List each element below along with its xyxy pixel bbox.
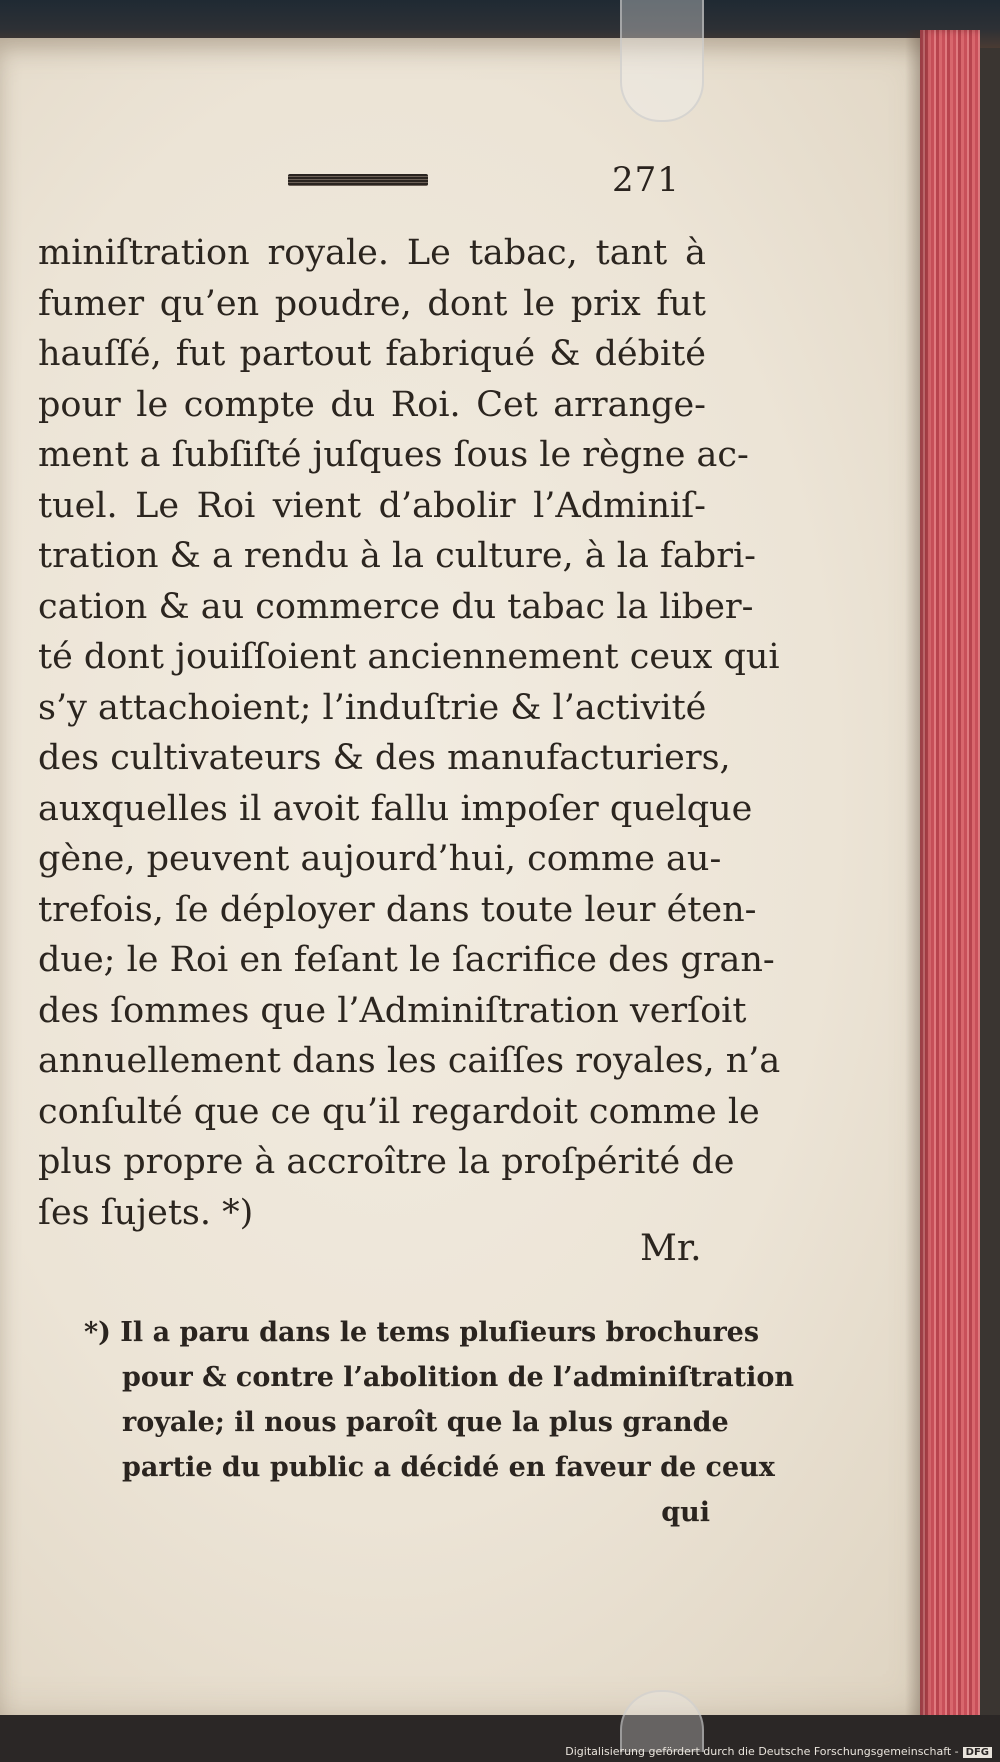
text-line: conſulté que ce qu’il regardoit comme le xyxy=(38,1091,760,1132)
footnote-line: partie du public a décidé en faveur de ceux xyxy=(122,1452,775,1483)
text-line: gène, peuvent aujourd’hui, comme au- xyxy=(38,839,722,879)
text-line: miniſtration royale. Le tabac, tant à xyxy=(38,233,706,273)
text-line: des ſommes que l’Adminiſtration verſoit xyxy=(38,990,747,1031)
text-line: des cultivateurs & des manufacturiers, xyxy=(38,738,731,778)
text-line: hauſſé, fut partout fabriqué & débité xyxy=(38,334,706,374)
text-line: pour le compte du Roi. Cet arrange- xyxy=(38,384,706,425)
text-line: plus propre à accroître la proſpérité de xyxy=(38,1142,735,1182)
header-ornament-rule xyxy=(288,174,428,186)
footnote xyxy=(84,1310,794,1535)
page-clip-top xyxy=(620,0,704,122)
text-line: ſes ſujets. *) xyxy=(38,1192,254,1233)
digitization-credit xyxy=(565,1745,992,1758)
text-line: annuellement dans les caiſſes royales, n’a xyxy=(38,1041,781,1081)
footnote-line: qui xyxy=(661,1497,710,1528)
text-line: tuel. Le Roi vient d’abolir l’Adminiſ- xyxy=(38,485,706,526)
text-line: trefois, ſe déployer dans toute leur éten- xyxy=(38,889,757,930)
footnote-line: *) Il a paru dans le tems pluſieurs brochures xyxy=(84,1317,760,1348)
text-line: fumer qu’en poudre, dont le prix fut xyxy=(38,283,706,324)
text-line: s’y attachoient; l’induſtrie & l’activité xyxy=(38,687,707,728)
credit-text: Digitalisierung gefördert durch die Deutsche Forschungsgemeinschaft - xyxy=(565,1745,959,1758)
text-line: auxquelles il avoit fallu impoſer quelque xyxy=(38,788,753,829)
text-line: té dont jouiſſoient anciennement ceux qui xyxy=(38,637,780,677)
text-line: due; le Roi en feſant le ſacrifice des gran- xyxy=(38,940,775,980)
footnote-line: royale; il nous paroît que la plus grande xyxy=(122,1407,729,1438)
catchword: Mr. xyxy=(640,1228,702,1269)
text-line: ment a ſubſiſté juſques ſous le règne ac- xyxy=(38,435,749,475)
text-line: cation & au commerce du tabac la liber- xyxy=(38,586,754,627)
body-text xyxy=(38,228,781,1238)
page-number: 271 xyxy=(612,160,680,200)
footnote-line: pour & contre l’abolition de l’adminiſtration xyxy=(122,1362,794,1393)
red-page-edges xyxy=(920,30,980,1730)
text-line: tration & a rendu à la culture, à la fabri- xyxy=(38,536,756,576)
dfg-logo: DFG xyxy=(963,1747,992,1758)
